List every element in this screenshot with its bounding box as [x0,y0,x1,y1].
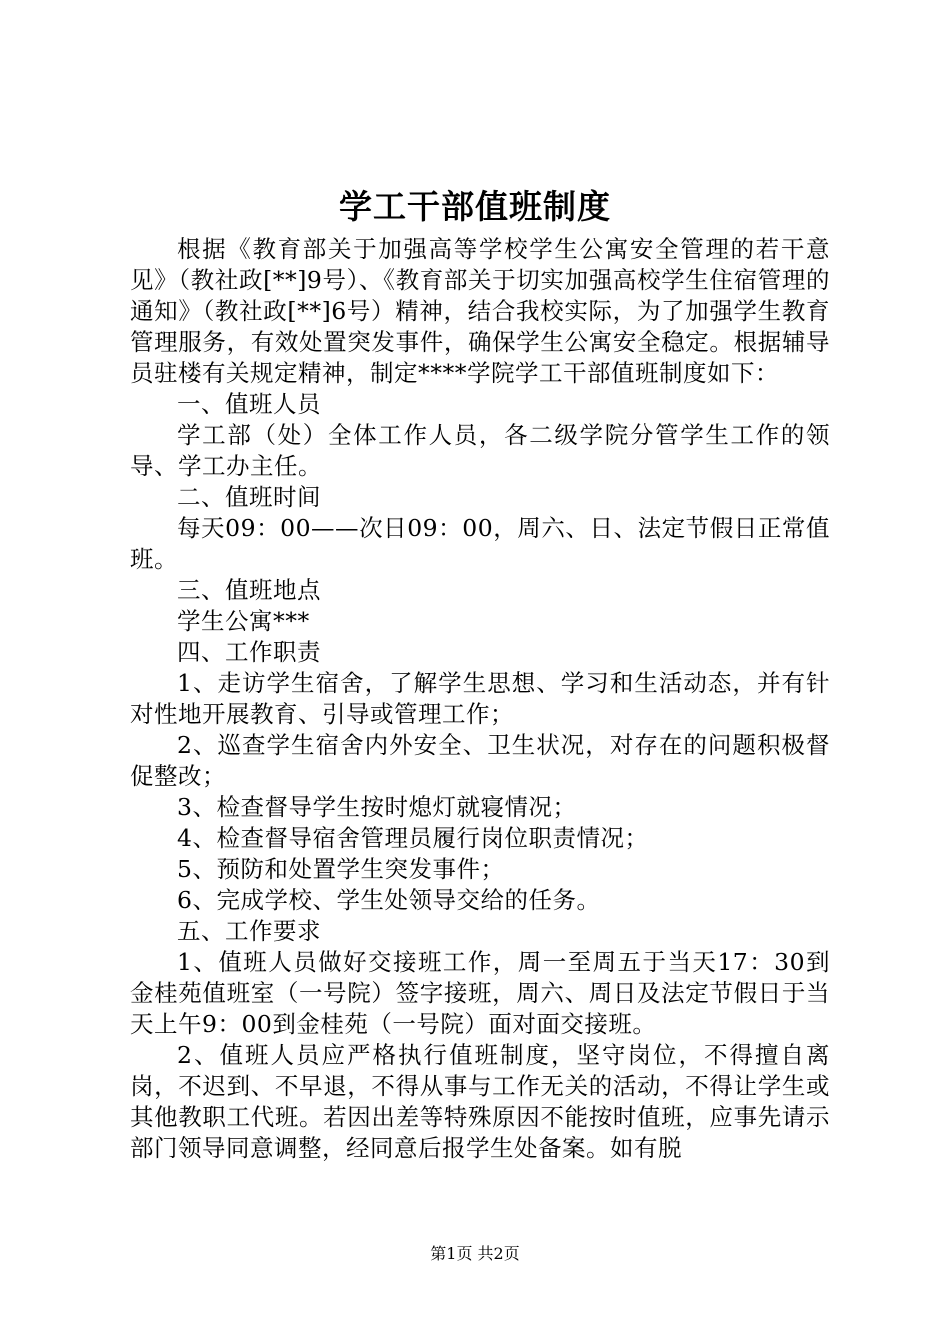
list-item-requirement-1: 1、值班人员做好交接班工作，周一至周五于当天17：30到金桂苑值班室（一号院）签字接班，周六、周日及法定节假日于当天上午9：00到金桂苑（一号院）面对面交接班。 [130,948,830,1038]
paragraph-section-2: 每天09：00——次日09：00，周六、日、法定节假日正常值班。 [130,514,830,573]
heading-section-4: 四、工作职责 [177,638,321,666]
heading-section-3: 三、值班地点 [177,576,321,604]
list-item-duty-5: 5、预防和处置学生突发事件； [177,855,505,883]
paragraph-intro: 根据《教育部关于加强高等学校学生公寓安全管理的若干意见》（教社政[**]9号）、《教育部关于切实加强高校学生住宿管理的通知》（教社政[**]6号）精神，结合我校实际，为了加强学生教育管理服务，有效处置突发事件，确保学生公寓安全稳定。根据辅导员驻楼有关规定精神，制定****学院学工干部值班制度如下： [130,235,830,387]
heading-section-1: 一、值班人员 [177,390,321,418]
list-item-duty-1: 1、走访学生宿舍，了解学生思想、学习和生活动态，并有针对性地开展教育、引导或管理工作； [130,669,830,728]
list-item-requirement-2: 2、值班人员应严格执行值班制度，坚守岗位，不得擅自离岗，不迟到、不早退，不得从事与工作无关的活动，不得让学生或其他教职工代班。若因出差等特殊原因不能按时值班，应事先请示部门领导同意调整，经同意后报学生处备案。如有脱 [130,1041,830,1162]
page-footer: 第1页 共2页 [430,1244,520,1263]
document-title: 学工干部值班制度 [339,187,611,226]
paragraph-section-1: 学工部（处）全体工作人员，各二级学院分管学生工作的领导、学工办主任。 [130,421,830,480]
heading-section-2: 二、值班时间 [177,483,321,511]
document-body [130,234,830,1164]
list-item-duty-6: 6、完成学校、学生处领导交给的任务。 [177,886,601,914]
list-item-duty-2: 2、巡查学生宿舍内外安全、卫生状况，对存在的问题积极督促整改； [130,731,830,790]
heading-section-5: 五、工作要求 [177,917,321,945]
list-item-duty-4: 4、检查督导宿舍管理员履行岗位职责情况； [177,824,649,852]
paragraph-section-3: 学生公寓*** [177,607,310,635]
list-item-duty-3: 3、检查督导学生按时熄灯就寝情况； [177,793,577,821]
